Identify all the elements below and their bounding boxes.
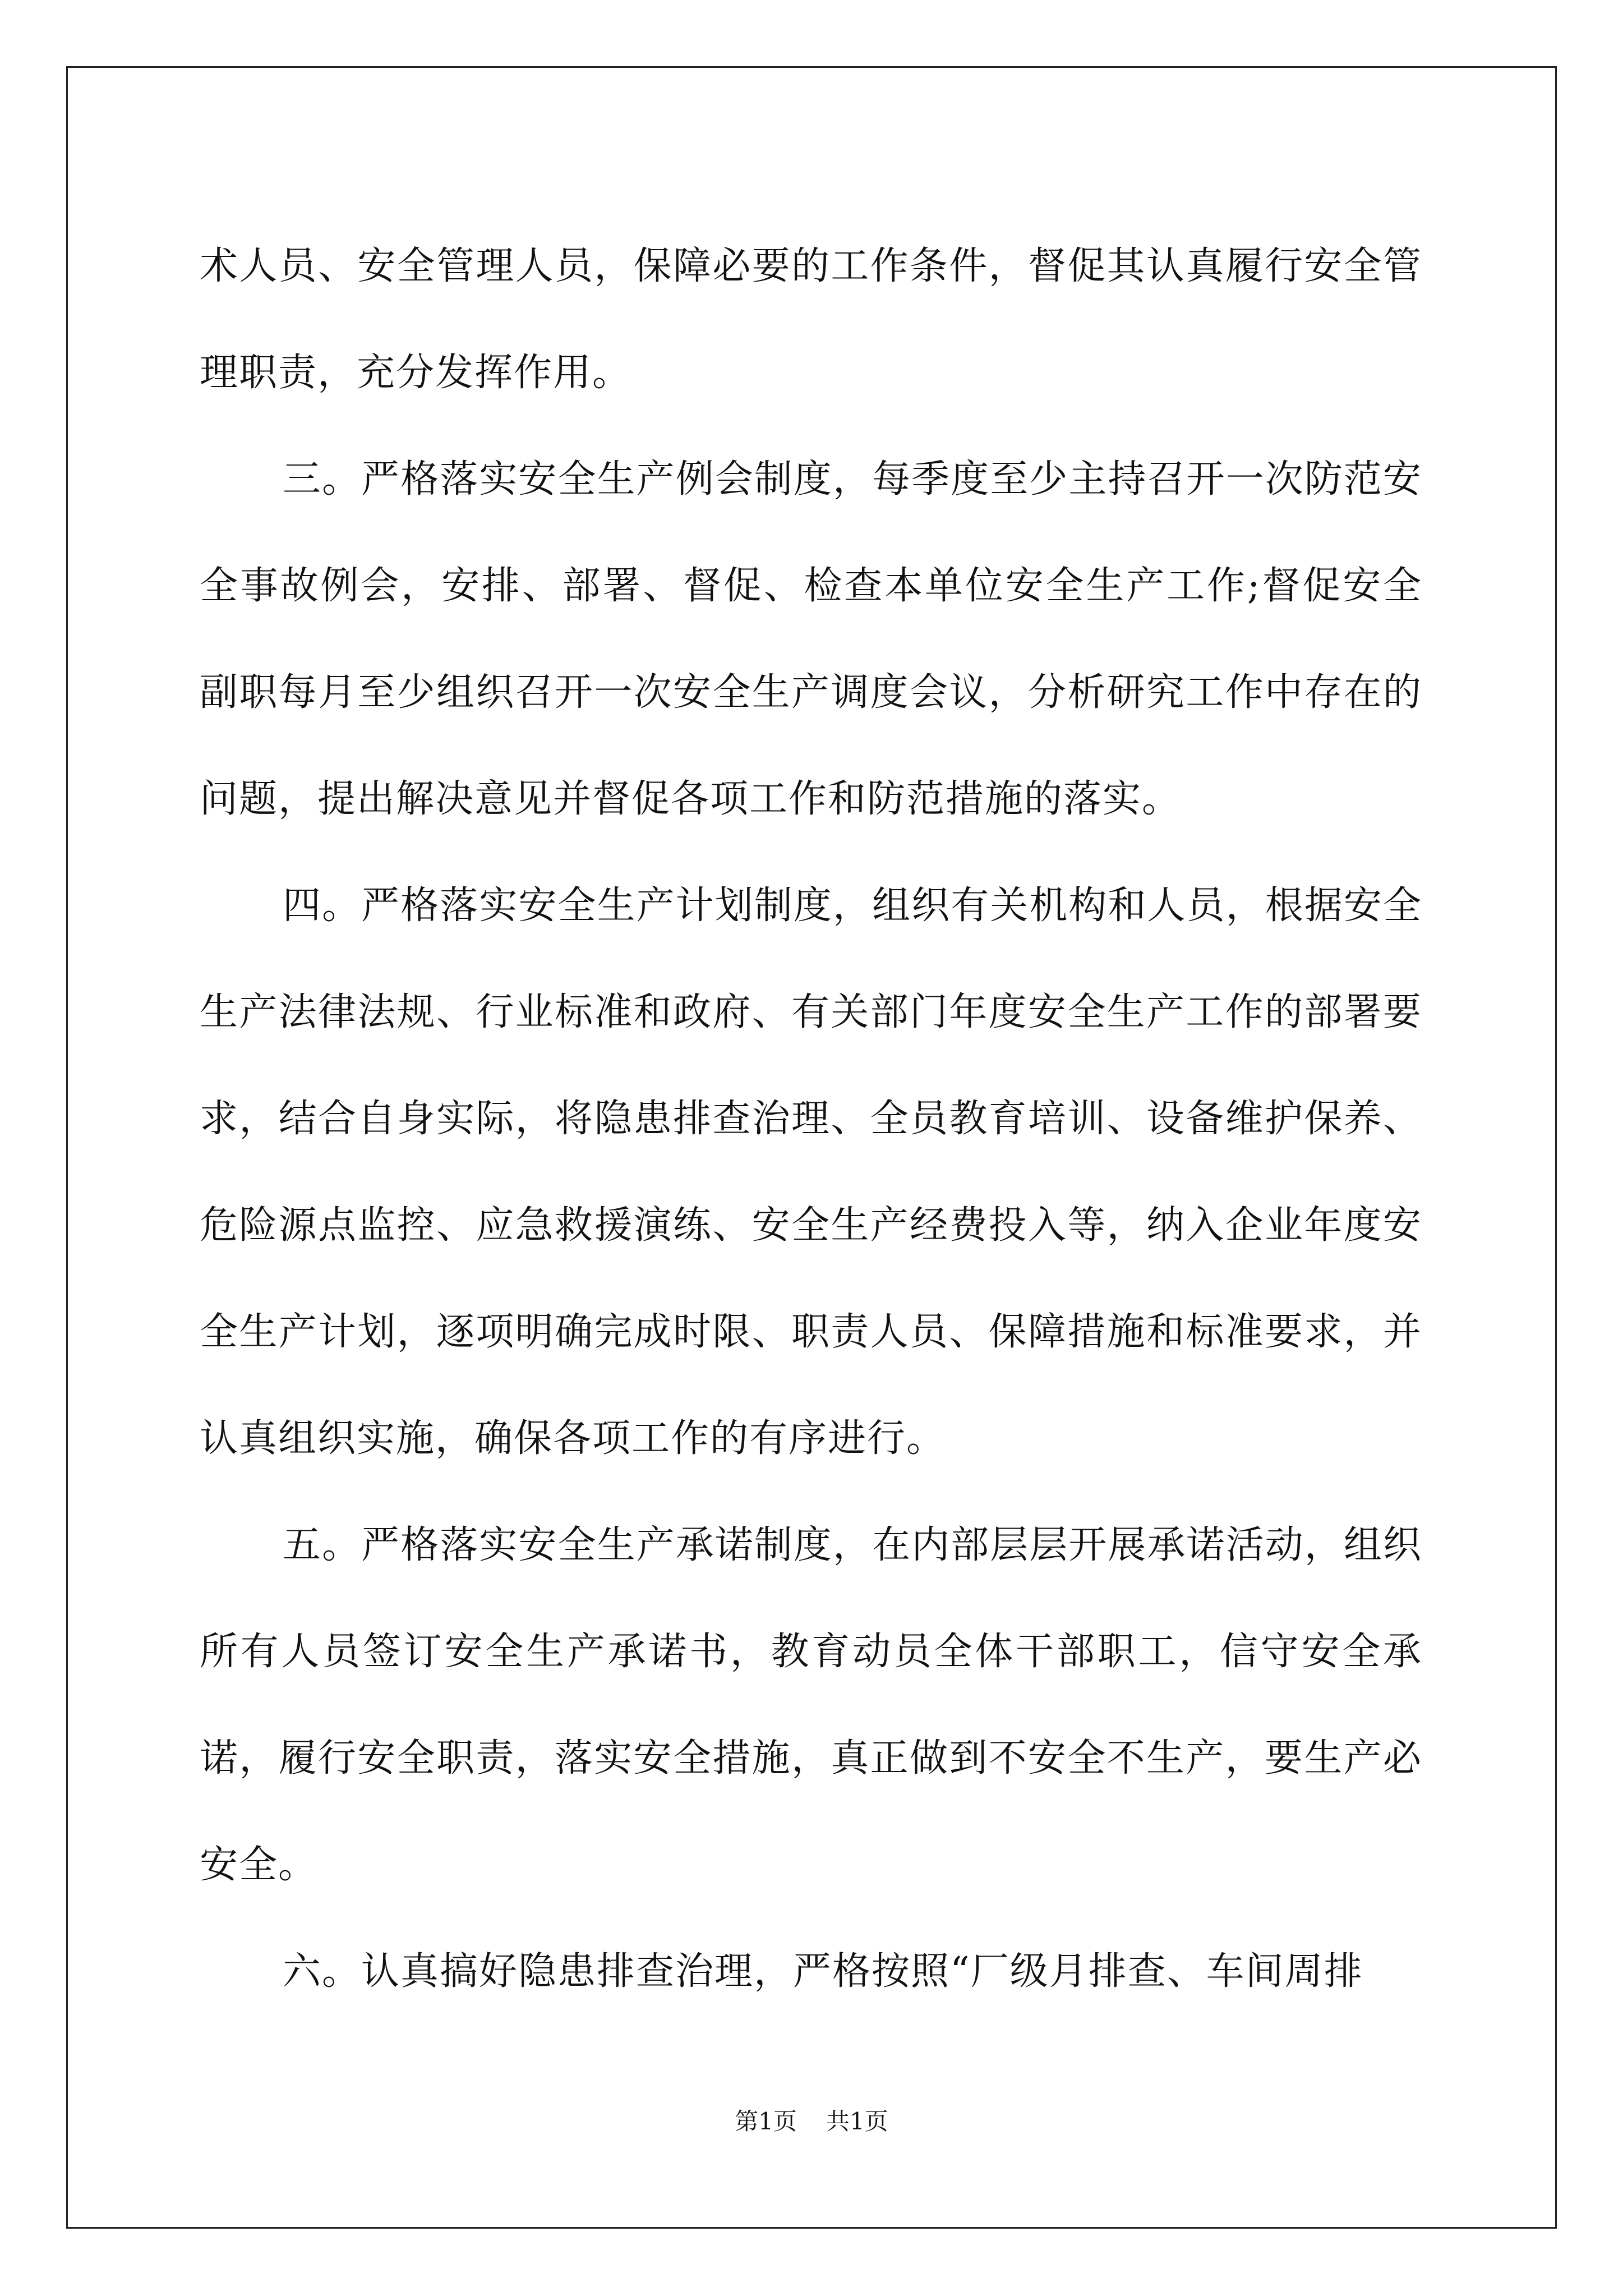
paragraph-5: 五。严格落实安全生产承诺制度，在内部层层开展承诺活动，组织所有人员签订安全生产承诺书，教育动员全体干部职工，信守安全承诺，履行安全职责，落实安全措施，真正做到不安全不生产，要生产必安全。 <box>200 1523 1422 1887</box>
paragraph-continuation: 术人员、安全管理人员，保障必要的工作条件，督促其认真履行安全管理职责，充分发挥作用。 <box>200 244 1422 395</box>
page-footer <box>0 2105 1623 2138</box>
paragraph-6: 六。认真搞好隐患排查治理，严格按照“厂级月排查、车间周排 <box>283 1949 1363 1994</box>
page-number: 第1页 <box>735 2108 797 2135</box>
paragraph-4: 四。严格落实安全生产计划制度，组织有关机构和人员，根据安全生产法律法规、行业标准和政府、有关部门年度安全生产工作的部署要求，结合自身实际，将隐患排查治理、全员教育培训、设备维护保养、危险源点监控、应急救援演练、安全生产经费投入等，纳入企业年度安全生产计划，逐项明确完成时限、职责人员、保障措施和标准要求，并认真组织实施，确保各项工作的有序进行。 <box>200 884 1422 1461</box>
document-body <box>200 213 1422 2025</box>
page-total: 共1页 <box>826 2108 888 2135</box>
paragraph-3: 三。严格落实安全生产例会制度，每季度至少主持召开一次防范安全事故例会，安排、部署、督促、检查本单位安全生产工作;督促安全副职每月至少组织召开一次安全生产调度会议，分析研究工作中存在的问题，提出解决意见并督促各项工作和防范措施的落实。 <box>200 457 1422 821</box>
